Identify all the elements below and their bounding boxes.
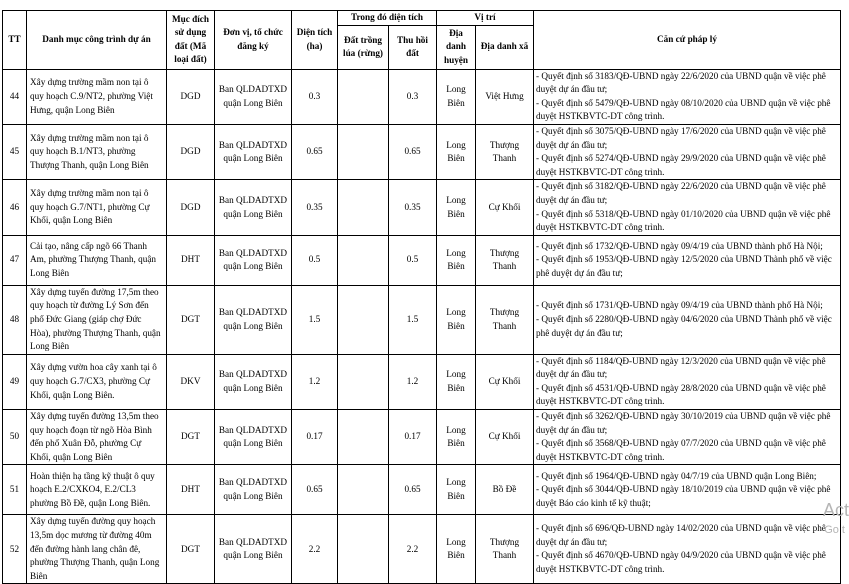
header-recover: Thu hồi đất	[389, 25, 437, 69]
cell-commune: Thượng Thanh	[476, 515, 534, 584]
cell-district: Long Biên	[437, 124, 476, 179]
legal-line: - Quyết định số 3075/QĐ-UBND ngày 17/6/2020 của UBND quận về việc phê duyệt dự án đầu tư;	[536, 125, 826, 150]
cell-commune: Thượng Thanh	[476, 124, 534, 179]
table-row	[3, 124, 841, 179]
cell-tt: 51	[3, 465, 27, 515]
cell-rice	[338, 465, 389, 515]
cell-area: 1.2	[292, 354, 338, 409]
cell-district: Long Biên	[437, 410, 476, 465]
cell-legal	[534, 465, 841, 515]
cell-commune: Cự Khối	[476, 410, 534, 465]
table-row	[3, 410, 841, 465]
cell-rice	[338, 69, 389, 124]
cell-project: Cải tạo, nâng cấp ngõ 66 Thanh Am, phường Thượng Thanh, quận Long Biên	[27, 235, 167, 285]
legal-line: - Quyết định số 2280/QĐ-UBND ngày 04/6/2020 của UBND Thành phố về việc phê duyệt dự án đầu tư;	[536, 313, 832, 338]
header-unit: Đơn vị, tổ chức đăng ký	[215, 11, 292, 70]
cell-area: 0.65	[292, 124, 338, 179]
table-row	[3, 285, 841, 354]
cell-recover: 2.2	[389, 515, 437, 584]
legal-line: - Quyết định số 1964/QĐ-UBND ngày 04/7/19 của UBND quận Long Biên;	[536, 470, 817, 481]
header-rice: Đất trồng lúa (rừng)	[338, 25, 389, 69]
legal-line: - Quyết định số 696/QĐ-UBND ngày 14/02/2020 của UBND quận về việc phê duyệt dự án đầu tư;	[536, 523, 826, 547]
cell-legal	[534, 180, 841, 235]
cell-code: DGT	[167, 515, 215, 584]
cell-legal	[534, 410, 841, 465]
cell-rice	[338, 235, 389, 285]
table-body	[3, 69, 841, 584]
header-project: Danh mục công trình dự án	[27, 11, 167, 70]
cell-project: Xây dựng trường mầm non tại ô quy hoạch B.1/NT3, phường Thượng Thanh, quận Long Biên	[27, 124, 167, 179]
cell-commune: Việt Hưng	[476, 69, 534, 124]
cell-code: DGT	[167, 285, 215, 354]
table-row	[3, 235, 841, 285]
cell-area: 2.2	[292, 515, 338, 584]
cell-project: Hoàn thiện hạ tầng kỹ thuật ô quy hoạch E.2/CXKO4, E.2/CL3 phường Bồ Đề, quận Long Biên.	[27, 465, 167, 515]
legal-line: - Quyết định số 1732/QĐ-UBND ngày 09/4/19 của UBND thành phố Hà Nội;	[536, 240, 823, 251]
table-row	[3, 465, 841, 515]
cell-recover: 0.65	[389, 124, 437, 179]
cell-project: Xây dựng vườn hoa cây xanh tại ô quy hoạch G.7/CX3, phường Cự Khối, quận Long Biên.	[27, 354, 167, 409]
cell-project: Xây dựng tuyến đường 17,5m theo quy hoạch từ đường Lý Sơn đến phố Đức Giang (giáp chợ Đức Hòa), phường Thượng Thanh, quận Long Biên	[27, 285, 167, 354]
cell-unit: Ban QLDADTXD quận Long Biên	[215, 69, 292, 124]
cell-district: Long Biên	[437, 465, 476, 515]
cell-tt: 45	[3, 124, 27, 179]
cell-legal	[534, 515, 841, 584]
legal-line: - Quyết định số 3183/QĐ-UBND ngày 22/6/2020 của UBND quận về việc phê duyệt dự án đầu tư;	[536, 70, 826, 95]
table-row	[3, 515, 841, 584]
cell-unit: Ban QLDADTXD quận Long Biên	[215, 354, 292, 409]
cell-area: 0.3	[292, 69, 338, 124]
cell-code: DHT	[167, 465, 215, 515]
cell-tt: 44	[3, 69, 27, 124]
cell-rice	[338, 410, 389, 465]
legal-line: - Quyết định số 4531/QĐ-UBND ngày 28/8/2020 của UBND quận về việc phê duyệt HSTKBVTC-DT công trình.	[536, 382, 826, 407]
legal-line: - Quyết định số 3262/QĐ-UBND ngày 30/10/2019 của UBND quận về việc phê duyệt dự án đầu tư;	[536, 411, 831, 435]
cell-commune: Cự Khối	[476, 180, 534, 235]
cell-unit: Ban QLDADTXD quận Long Biên	[215, 235, 292, 285]
legal-line: - Quyết định số 3182/QĐ-UBND ngày 22/6/2020 của UBND quận về việc phê duyệt dự án đầu tư;	[536, 181, 826, 205]
cell-rice	[338, 354, 389, 409]
cell-recover: 0.5	[389, 235, 437, 285]
header-location-group: Vị trí	[437, 11, 534, 26]
cell-unit: Ban QLDADTXD quận Long Biên	[215, 410, 292, 465]
table-row	[3, 354, 841, 409]
header-area: Diện tích (ha)	[292, 11, 338, 70]
cell-district: Long Biên	[437, 354, 476, 409]
cell-commune: Bồ Đề	[476, 465, 534, 515]
cell-code: DGD	[167, 69, 215, 124]
cell-recover: 0.65	[389, 465, 437, 515]
cell-code: DHT	[167, 235, 215, 285]
cell-area: 0.65	[292, 465, 338, 515]
cell-area: 0.17	[292, 410, 338, 465]
cell-rice	[338, 285, 389, 354]
cell-code: DGD	[167, 124, 215, 179]
activation-watermark: Act	[822, 500, 849, 520]
legal-line: - Quyết định số 3044/QĐ-UBND ngày 18/10/2019 của UBND quận về việc phê duyệt Báo cáo kinh tế kỹ thuật;	[536, 484, 831, 508]
cell-area: 0.35	[292, 180, 338, 235]
cell-legal	[534, 69, 841, 124]
cell-tt: 49	[3, 354, 27, 409]
cell-commune: Thượng Thanh	[476, 235, 534, 285]
header-purpose: Mục đích sử dụng đất (Mã loại đất)	[167, 11, 215, 70]
cell-district: Long Biên	[437, 515, 476, 584]
legal-line: - Quyết định số 1184/QĐ-UBND ngày 12/3/2020 của UBND quận về việc phê duyệt dự án đầu tư;	[536, 355, 826, 380]
cell-tt: 48	[3, 285, 27, 354]
legal-line: - Quyết định số 5274/QĐ-UBND ngày 29/9/2020 của UBND quận về việc phê duyệt HSTKBVTC-DT công trình.	[536, 153, 826, 177]
cell-rice	[338, 515, 389, 584]
cell-code: DGD	[167, 180, 215, 235]
cell-commune: Thượng Thanh	[476, 285, 534, 354]
cell-area: 1.5	[292, 285, 338, 354]
activation-watermark-sub: Go t	[824, 524, 845, 536]
cell-unit: Ban QLDADTXD quận Long Biên	[215, 515, 292, 584]
cell-legal	[534, 285, 841, 354]
table-row	[3, 180, 841, 235]
cell-project: Xây dựng tuyến đường 13,5m theo quy hoạch đoạn từ ngõ Hòa Bình đến phố Xuân Đỗ, phường Cự Khối, quận Long Biên	[27, 410, 167, 465]
cell-rice	[338, 180, 389, 235]
cell-legal	[534, 235, 841, 285]
cell-code: DKV	[167, 354, 215, 409]
cell-unit: Ban QLDADTXD quận Long Biên	[215, 285, 292, 354]
cell-tt: 52	[3, 515, 27, 584]
legal-line: - Quyết định số 1953/QĐ-UBND ngày 12/5/2020 của UBND Thành phố về việc phê duyệt dự án đầu tư;	[536, 254, 832, 279]
cell-area: 0.5	[292, 235, 338, 285]
cell-legal	[534, 124, 841, 179]
header-district: Địa danh huyện	[437, 25, 476, 69]
cell-commune: Cự Khối	[476, 354, 534, 409]
cell-recover: 0.35	[389, 180, 437, 235]
cell-unit: Ban QLDADTXD quận Long Biên	[215, 465, 292, 515]
cell-tt: 46	[3, 180, 27, 235]
cell-code: DGT	[167, 410, 215, 465]
table-row	[3, 69, 841, 124]
cell-recover: 0.17	[389, 410, 437, 465]
cell-district: Long Biên	[437, 235, 476, 285]
cell-rice	[338, 124, 389, 179]
cell-tt: 50	[3, 410, 27, 465]
legal-line: - Quyết định số 4670/QĐ-UBND ngày 04/9/2020 của UBND quận về việc phê duyệt HSTKBVTC-DT công trình.	[536, 550, 826, 575]
cell-district: Long Biên	[437, 180, 476, 235]
header-legal: Căn cứ pháp lý	[534, 11, 841, 70]
cell-legal	[534, 354, 841, 409]
cell-district: Long Biên	[437, 285, 476, 354]
cell-district: Long Biên	[437, 69, 476, 124]
cell-recover: 0.3	[389, 69, 437, 124]
cell-unit: Ban QLDADTXD quận Long Biên	[215, 180, 292, 235]
legal-line: - Quyết định số 5479/QĐ-UBND ngày 08/10/2020 của UBND quận về việc phê duyệt HSTKBVTC-DT công trình.	[536, 97, 831, 122]
legal-line: - Quyết định số 5318/QĐ-UBND ngày 01/10/2020 của UBND quận về việc phê duyệt HSTKBVTC-DT công trình.	[536, 208, 831, 233]
header-commune: Địa danh xã	[476, 25, 534, 69]
cell-project: Xây dựng trường mầm non tại ô quy hoạch G.7/NT1, phường Cự Khối, quận Long Biên	[27, 180, 167, 235]
legal-line: - Quyết định số 3568/QĐ-UBND ngày 07/7/2020 của UBND quận về việc phê duyệt HSTKBVTC-DT công trình.	[536, 438, 826, 462]
header-area-group: Trong đó diện tích	[338, 11, 437, 26]
cell-project: Xây dựng tuyến đường quy hoạch 13,5m dọc mương từ đường 40m đến đường hành lang chân đê, phường Thượng Thanh, quận Long Biên	[27, 515, 167, 584]
cell-recover: 1.5	[389, 285, 437, 354]
cell-project: Xây dựng trường mầm non tại ô quy hoạch C.9/NT2, phường Việt Hưng, quận Long Biên	[27, 69, 167, 124]
cell-tt: 47	[3, 235, 27, 285]
cell-unit: Ban QLDADTXD quận Long Biên	[215, 124, 292, 179]
land-use-project-table	[2, 10, 841, 584]
header-tt: TT	[3, 11, 27, 70]
legal-line: - Quyết định số 1731/QĐ-UBND ngày 09/4/19 của UBND thành phố Hà Nội;	[536, 300, 823, 311]
cell-recover: 1.2	[389, 354, 437, 409]
